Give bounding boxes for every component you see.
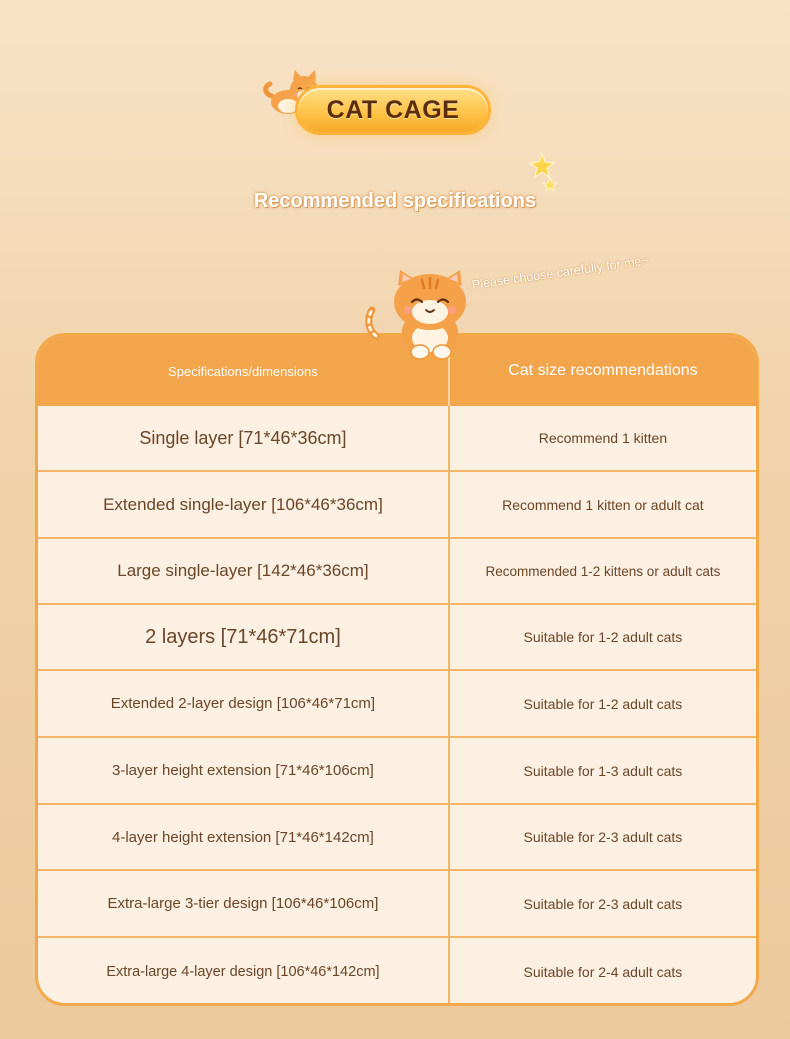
recommendation-cell: Recommend 1 kitten	[538, 430, 668, 446]
title-badge	[298, 88, 488, 132]
table-row	[38, 669, 756, 736]
table-body	[38, 406, 756, 1006]
table-row	[38, 603, 756, 669]
spec-cell: Extended single-layer [106*46*36cm]	[38, 472, 450, 537]
spec-cell: Extra-large 3-tier design [106*46*106cm]	[38, 871, 450, 936]
hint-text: Please choose carefully for me~	[471, 253, 650, 292]
table-row	[38, 936, 756, 1006]
spec-cell: Extended 2-layer design [106*46*71cm]	[38, 671, 450, 736]
table-row	[38, 803, 756, 869]
spec-cell: 3-layer height extension [71*46*106cm]	[38, 738, 450, 803]
table-row	[38, 736, 756, 803]
orange-cat-icon	[362, 266, 474, 362]
recommendation-cell: Suitable for 1-3 adult cats	[523, 762, 683, 779]
spec-table	[35, 333, 759, 1006]
recommendation-cell: Suitable for 2-3 adult cats	[523, 829, 683, 845]
recommendation-cell: Recommended 1-2 kittens or adult cats	[485, 563, 721, 579]
subtitle: Recommended specifications	[253, 190, 537, 212]
column-header-specs: Specifications/dimensions	[38, 336, 450, 406]
title-badge-wrap	[262, 64, 502, 144]
spec-cell: Large single-layer [142*46*36cm]	[38, 539, 450, 603]
recommendation-cell: Suitable for 2-4 adult cats	[523, 964, 683, 980]
table-row	[38, 470, 756, 537]
spec-cell: 4-layer height extension [71*46*142cm]	[38, 805, 450, 869]
table-row	[38, 869, 756, 936]
spec-cell: Extra-large 4-layer design [106*46*142cm]	[38, 938, 450, 1006]
recommendation-cell: Suitable for 2-3 adult cats	[523, 895, 683, 912]
recommendation-cell: Recommend 1 kitten or adult cat	[502, 496, 704, 513]
spec-cell: Single layer [71*46*36cm]	[38, 406, 450, 470]
recommendation-cell: Suitable for 1-2 adult cats	[523, 629, 683, 645]
page-title: CAT CAGE	[326, 95, 460, 124]
recommendation-cell: Suitable for 1-2 adult cats	[523, 695, 683, 712]
spec-cell: 2 layers [71*46*71cm]	[38, 605, 450, 669]
table-row	[38, 406, 756, 470]
table-row	[38, 537, 756, 603]
column-header-recommendations: Cat size recommendations	[508, 362, 698, 379]
